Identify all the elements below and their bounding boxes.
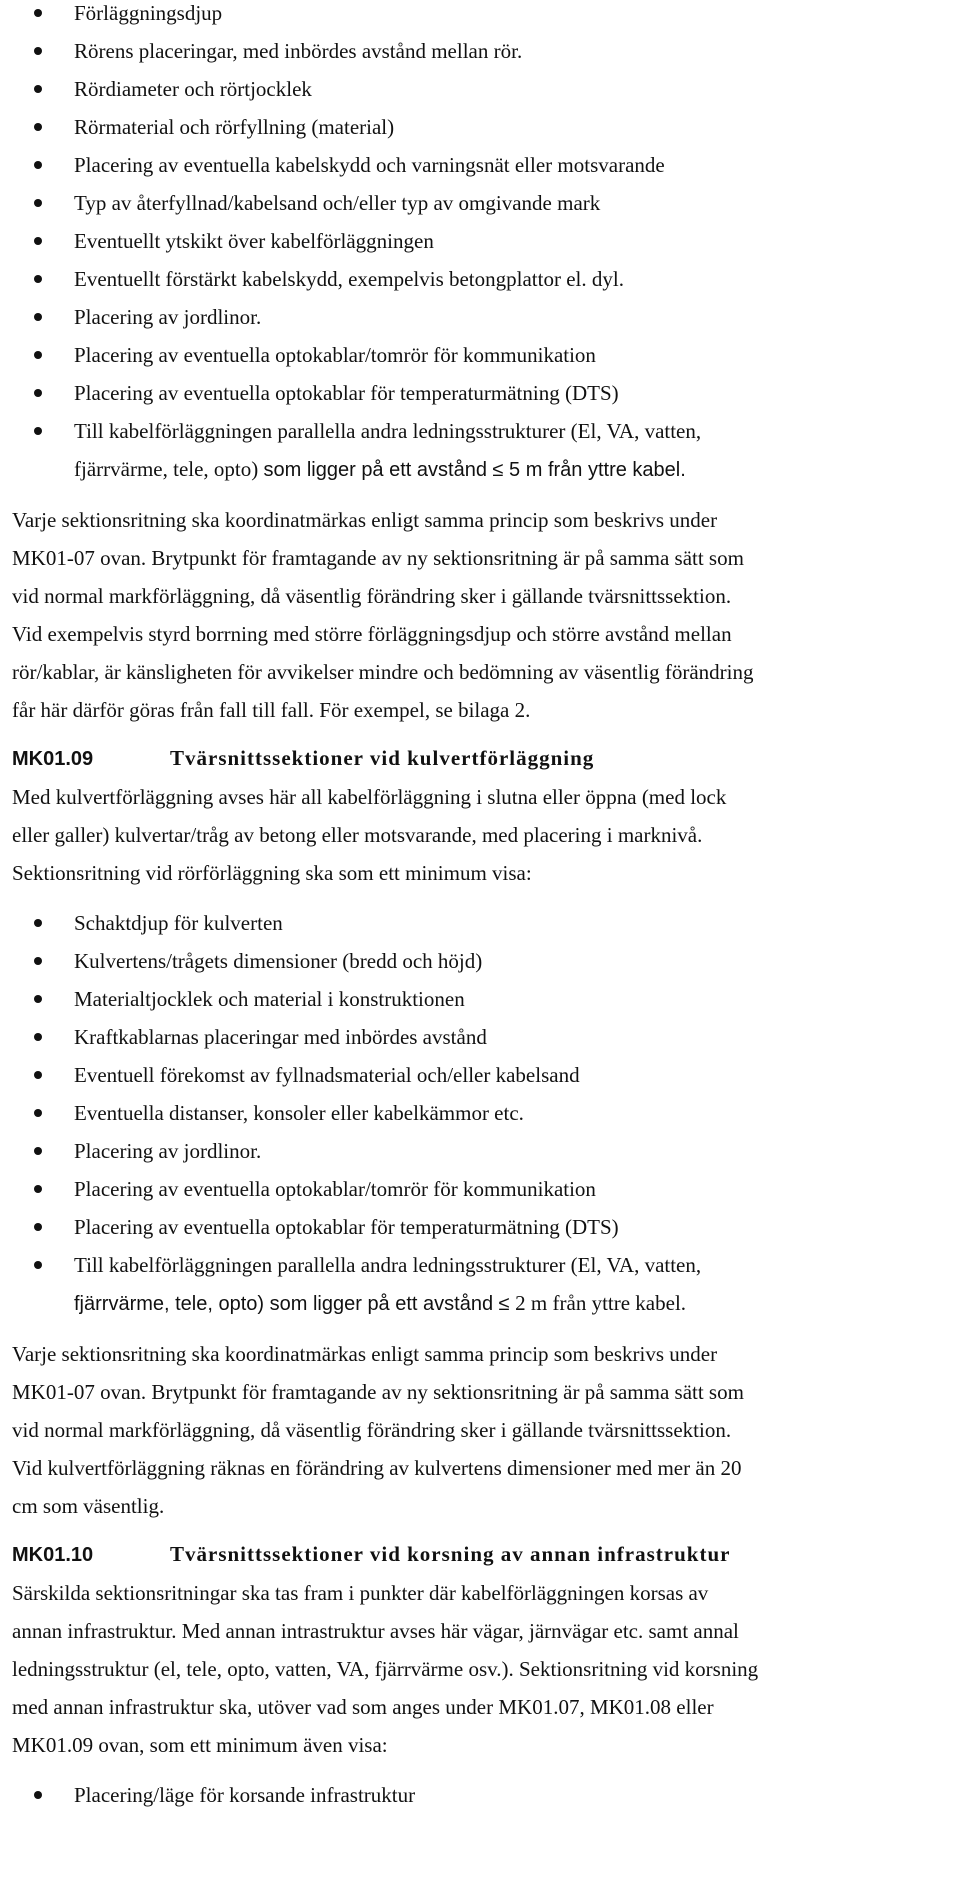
bullet-icon	[34, 1791, 42, 1799]
list-item: Förläggningsdjup	[12, 0, 960, 32]
list-item: Typ av återfyllnad/kabelsand och/eller typ av omgivande mark	[12, 184, 960, 222]
bullet-icon	[34, 1071, 42, 1079]
list-item: Placering av eventuella optokablar för temperaturmätning (DTS)	[12, 1208, 960, 1246]
paragraph-line: rör/kablar, är känsligheten för avvikelser mindre och bedömning av väsentlig förändring	[12, 660, 754, 684]
section-title: Tvärsnittssektioner vid kulvertförläggning	[170, 746, 595, 770]
list-item: Placering av eventuella optokablar/tomrör för kommunikation	[12, 1170, 960, 1208]
paragraph-line: Varje sektionsritning ska koordinatmärkas enligt samma princip som beskrivs under	[12, 1342, 718, 1366]
paragraph-line: vid normal markförläggning, då väsentlig förändring sker i gällande tvärsnittssektion.	[12, 1418, 732, 1442]
list-item: Till kabelförläggningen parallella andra ledningsstrukturer (El, VA, vatten,	[12, 412, 960, 450]
bullet-list-section-8	[12, 0, 960, 450]
bullet-icon	[34, 9, 42, 17]
list-item: Placering av eventuella kabelskydd och varningsnät eller motsvarande	[12, 146, 960, 184]
paragraph-line: MK01.09 ovan, som ett minimum även visa:	[12, 1733, 388, 1757]
list-item: Kraftkablarnas placeringar med inbördes avstånd	[12, 1018, 960, 1056]
bullet-icon	[34, 123, 42, 131]
list-item-continuation: fjärrvärme, tele, opto) som ligger på ett avstånd ≤ 5 m från yttre kabel.	[74, 457, 686, 481]
section-title: Tvärsnittssektioner vid korsning av annan infrastruktur	[170, 1542, 731, 1566]
list-item: Placering av eventuella optokablar för temperaturmätning (DTS)	[12, 374, 960, 412]
section-heading-mk01-10	[12, 1535, 960, 1574]
paragraph-section-8	[12, 501, 960, 729]
bullet-list-section-9	[12, 904, 960, 1284]
bullet-icon	[34, 1109, 42, 1117]
bullet-icon	[34, 389, 42, 397]
section-intro	[12, 1574, 960, 1764]
list-item: Kulvertens/trågets dimensioner (bredd och höjd)	[12, 942, 960, 980]
list-item: Eventuell förekomst av fyllnadsmaterial och/eller kabelsand	[12, 1056, 960, 1094]
bullet-icon	[34, 275, 42, 283]
paragraph-line: vid normal markförläggning, då väsentlig förändring sker i gällande tvärsnittssektion.	[12, 584, 732, 608]
paragraph-line: MK01-07 ovan. Brytpunkt för framtagande av ny sektionsritning är på samma sätt som	[12, 546, 744, 570]
paragraph-line: eller galler) kulvertar/tråg av betong eller motsvarande, med placering i marknivå.	[12, 823, 703, 847]
bullet-icon	[34, 313, 42, 321]
list-item: Placering/läge för korsande infrastruktur	[12, 1776, 960, 1814]
bullet-icon	[34, 351, 42, 359]
paragraph-line: ledningsstruktur (el, tele, opto, vatten, VA, fjärrvärme osv.). Sektionsritning vid korsning	[12, 1657, 759, 1681]
bullet-icon	[34, 995, 42, 1003]
section-heading-mk01-09	[12, 739, 960, 778]
bullet-icon	[34, 199, 42, 207]
list-item: Eventuellt ytskikt över kabelförläggningen	[12, 222, 960, 260]
paragraph-line: med annan infrastruktur ska, utöver vad som anges under MK01.07, MK01.08 eller	[12, 1695, 714, 1719]
list-item: Till kabelförläggningen parallella andra ledningsstrukturer (El, VA, vatten,	[12, 1246, 960, 1284]
list-item: Placering av jordlinor.	[12, 298, 960, 336]
bullet-icon	[34, 427, 42, 435]
list-item-continuation: fjärrvärme, tele, opto) som ligger på ett avstånd ≤ 2 m från yttre kabel.	[74, 1291, 687, 1315]
paragraph-line: MK01-07 ovan. Brytpunkt för framtagande av ny sektionsritning är på samma sätt som	[12, 1380, 744, 1404]
paragraph-line: Vid kulvertförläggning räknas en förändring av kulvertens dimensioner med mer än 20	[12, 1456, 742, 1480]
list-item: Rörens placeringar, med inbördes avstånd mellan rör.	[12, 32, 960, 70]
list-item: Schaktdjup för kulverten	[12, 904, 960, 942]
list-item: Rördiameter och rörtjocklek	[12, 70, 960, 108]
list-item: Placering av eventuella optokablar/tomrör för kommunikation	[12, 336, 960, 374]
list-item: Placering av jordlinor.	[12, 1132, 960, 1170]
bullet-icon	[34, 1185, 42, 1193]
paragraph-line: Varje sektionsritning ska koordinatmärkas enligt samma princip som beskrivs under	[12, 508, 718, 532]
bullet-icon	[34, 1261, 42, 1269]
section-number: MK01.09	[12, 748, 94, 770]
paragraph-section-9	[12, 1335, 960, 1525]
bullet-icon	[34, 1033, 42, 1041]
paragraph-line: Särskilda sektionsritningar ska tas fram i punkter där kabelförläggningen korsas av	[12, 1581, 709, 1605]
paragraph-line: Med kulvertförläggning avses här all kabelförläggning i slutna eller öppna (med lock	[12, 785, 727, 809]
section-number: MK01.10	[12, 1544, 94, 1566]
bullet-list-section-10	[12, 1776, 960, 1814]
bullet-icon	[34, 85, 42, 93]
paragraph-line: får här därför göras från fall till fall. För exempel, se bilaga 2.	[12, 698, 531, 722]
section-intro	[12, 778, 960, 892]
bullet-icon	[34, 919, 42, 927]
list-item: Materialtjocklek och material i konstruktionen	[12, 980, 960, 1018]
list-item: Eventuella distanser, konsoler eller kabelkämmor etc.	[12, 1094, 960, 1132]
paragraph-line: Vid exempelvis styrd borrning med större förläggningsdjup och större avstånd mellan	[12, 622, 732, 646]
list-item: Rörmaterial och rörfyllning (material)	[12, 108, 960, 146]
bullet-icon	[34, 237, 42, 245]
bullet-icon	[34, 1223, 42, 1231]
bullet-icon	[34, 47, 42, 55]
bullet-icon	[34, 1147, 42, 1155]
bullet-icon	[34, 957, 42, 965]
paragraph-line: Sektionsritning vid rörförläggning ska som ett minimum visa:	[12, 861, 532, 885]
bullet-icon	[34, 161, 42, 169]
paragraph-line: annan infrastruktur. Med annan intrastruktur avses här vägar, järnvägar etc. samt annal	[12, 1619, 739, 1643]
paragraph-line: cm som väsentlig.	[12, 1494, 165, 1518]
list-item: Eventuellt förstärkt kabelskydd, exempelvis betongplattor el. dyl.	[12, 260, 960, 298]
